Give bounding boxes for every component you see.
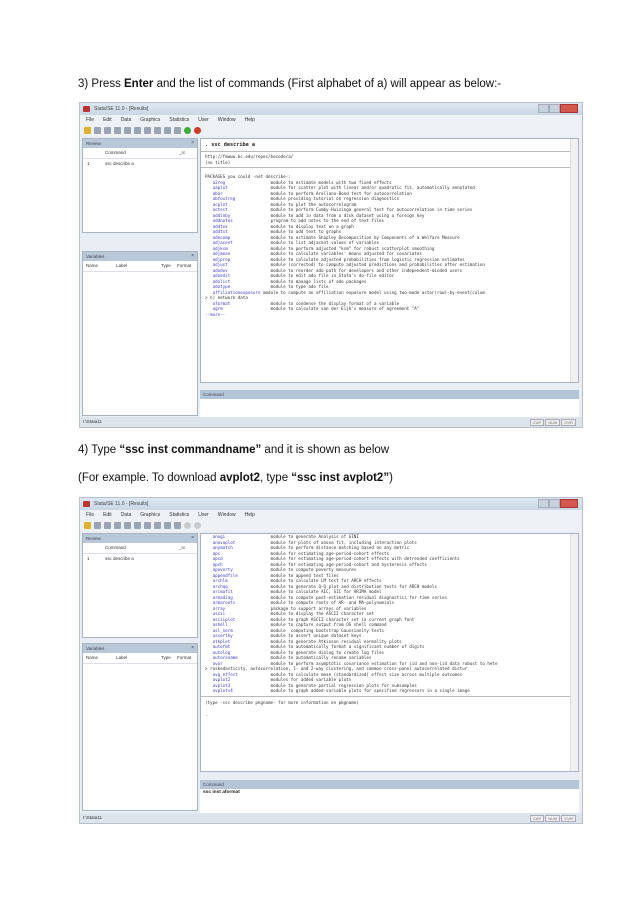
pkg-desc: module to perform adjusted "ksm" for robust scatterplot smoothing <box>270 245 435 251</box>
pkg-row <box>205 224 354 229</box>
wrapped-line: > n) network data <box>205 295 248 300</box>
pkg-link[interactable]: adjacent <box>212 240 233 245</box>
pkg-desc: package to support arrays of variables <box>270 605 367 611</box>
pkg-row <box>205 284 329 289</box>
command-panel-title: Command <box>200 390 579 399</box>
pkg-desc: module to type ado file <box>270 284 329 289</box>
repository-url[interactable]: http://fmwww.bc.edu/repec/bocode/a/ <box>205 154 294 159</box>
col-command[interactable]: Command <box>105 150 126 155</box>
example-instruction <box>78 472 393 484</box>
pkg-link[interactable]: archlm <box>212 578 228 583</box>
pkg-row <box>205 185 475 190</box>
url-note: (no title) <box>205 159 231 165</box>
pkg-desc: module to display the ASCII character set <box>270 611 374 616</box>
pkg-link[interactable]: apcd <box>212 556 223 561</box>
menu-statistics[interactable]: Statistics <box>169 117 190 123</box>
pkg-link[interactable]: ascii <box>212 611 226 616</box>
menu-edit[interactable]: Edit <box>103 117 112 123</box>
pkg-desc: module to automatically rename variables <box>270 655 372 660</box>
pkg-desc: module to perform Cumby-Huizinga general test for autocorrelation in time series <box>270 207 473 212</box>
working-directory: I:\Stata11 <box>83 419 102 424</box>
log-icon[interactable] <box>114 127 121 134</box>
pkg-row <box>205 567 356 572</box>
review-row-num: 1 <box>87 556 90 561</box>
pkg-desc: module to compute post-estimation residual diagnostics for time series <box>270 594 448 600</box>
caps-indicators <box>530 815 576 822</box>
pkg-desc: module to edit ado file in Stata's do-file editor <box>270 273 395 278</box>
more-go-icon[interactable] <box>184 522 191 529</box>
pkg-row <box>205 606 366 611</box>
pkg-link[interactable]: actest <box>212 207 228 212</box>
col-type[interactable]: Type <box>161 655 171 660</box>
stata-app-icon <box>83 106 90 112</box>
pkg-row <box>205 573 339 578</box>
pkg-row <box>205 202 356 207</box>
results-window <box>200 533 579 772</box>
pkg-row <box>205 551 389 556</box>
pkg-link[interactable]: autofmt <box>212 644 231 649</box>
pkg-link[interactable]: agrm <box>212 306 223 311</box>
example-suffix: ) <box>389 472 393 484</box>
title-bar <box>80 498 582 510</box>
col-rc[interactable]: _rc <box>179 545 186 550</box>
pkg-desc: module to compute an affiliation exposure model using two-mode actor(row)-by-event(colum <box>263 289 485 295</box>
pkg-desc: module to compute roots of AR- and MA-polynomials <box>270 600 395 605</box>
review-row-cmd: ssc describe a <box>105 161 134 166</box>
pkg-row <box>205 240 379 245</box>
col-name[interactable]: Name <box>86 655 99 660</box>
pkg-row <box>205 556 460 561</box>
title-bar <box>80 103 582 115</box>
pkg-link[interactable]: adodev <box>212 267 228 273</box>
ovr-indicator: OVR <box>561 815 576 822</box>
status-bar <box>80 417 582 427</box>
pkg-row <box>205 235 460 240</box>
close-icon[interactable]: × <box>191 140 194 146</box>
close-icon[interactable]: × <box>191 253 194 259</box>
more-link[interactable]: --more-- <box>205 311 226 317</box>
example-middle: , type <box>259 472 292 484</box>
pkg-link[interactable]: addnotes <box>212 218 233 223</box>
pkg-row <box>205 191 412 196</box>
menu-edit[interactable]: Edit <box>103 512 112 518</box>
minimize-button[interactable] <box>538 499 549 508</box>
pkg-link[interactable]: avg_effect <box>212 671 238 677</box>
pkg-desc: module for estimating age-period-cohort and hysteresis effects <box>270 561 427 567</box>
pkg-desc: module providing tutorial on regression diagnostics <box>270 196 400 201</box>
data-browser-icon[interactable] <box>164 127 171 134</box>
example-prefix: (For example. To download <box>78 472 220 484</box>
pkg-link[interactable]: asciiplot <box>212 616 236 622</box>
stata-app-icon <box>83 501 90 507</box>
pkg-row <box>205 611 374 616</box>
pkg-desc: module to add text to graphs <box>270 229 342 234</box>
review-panel-title: Review <box>86 536 101 541</box>
pkg-row <box>205 595 447 600</box>
pkg-link[interactable]: adecomp <box>212 234 231 240</box>
pkg-row <box>205 589 382 594</box>
window-controls <box>538 104 578 113</box>
example-bold1: avplot2 <box>219 472 260 484</box>
pkg-link[interactable]: armadiag <box>212 594 233 600</box>
viewer-icon[interactable] <box>124 522 131 529</box>
pkg-desc: module for plots of anova fit, including interaction plots <box>270 539 417 545</box>
menu-file[interactable]: File <box>86 117 95 123</box>
pkg-row <box>205 218 384 223</box>
data-editor-icon[interactable] <box>154 127 161 134</box>
variables-column-header <box>83 261 197 272</box>
pkg-link[interactable]: anovaplot <box>212 539 236 545</box>
pkg-link[interactable]: autolog <box>212 649 231 655</box>
pkg-desc: module to generate partial regression plots for subsamples <box>270 682 417 688</box>
menu-graphics[interactable]: Graphics <box>140 512 161 518</box>
pkg-link[interactable]: addinby <box>212 212 231 218</box>
pkg-desc: module to manage lists of ado packages <box>270 278 367 284</box>
col-type[interactable]: Type <box>161 263 171 268</box>
variables-panel <box>82 643 198 811</box>
dofile-editor-icon[interactable] <box>144 127 151 134</box>
pkg-link[interactable]: aformat <box>212 300 231 306</box>
pkg-desc: module to perform distance matching based on any metric <box>270 545 410 550</box>
variables-manager-icon[interactable] <box>174 127 181 134</box>
pkg-desc: module to append text files <box>270 572 339 578</box>
pkg-link[interactable]: autorename <box>212 655 238 660</box>
pkg-row <box>205 650 384 655</box>
menu-file[interactable]: File <box>86 512 95 518</box>
pkg-desc: module to list adjacent values of variables <box>270 240 379 245</box>
step4-prefix: 4) Type <box>78 444 120 456</box>
close-icon[interactable]: × <box>191 645 194 651</box>
pkg-desc: module to graph ASCII character set in current graph font <box>270 616 415 622</box>
pkg-link[interactable]: avplot2 <box>212 677 231 682</box>
open-icon[interactable] <box>84 127 91 134</box>
pkg-row <box>205 562 427 567</box>
pkg-desc: module to estimate Shapley Decomposition by Components of a Welfare Measure <box>270 234 460 240</box>
pkg-desc: module to calculate AIC, SIC for ARIMA model <box>270 589 382 594</box>
review-panel-title: Review <box>86 141 101 146</box>
pkg-link[interactable]: arimafit <box>212 589 233 594</box>
pkg-desc: module to estimate models with two fixed effects <box>270 179 392 185</box>
col-label[interactable]: Label <box>116 263 128 268</box>
pkg-desc: module to calculate adjusted probabilities from logistic regression estimates <box>270 256 465 262</box>
num-indicator: NUM <box>545 419 560 426</box>
col-command[interactable]: Command <box>105 545 126 550</box>
col-format[interactable]: Format <box>177 655 192 660</box>
menu-user[interactable]: User <box>198 117 209 123</box>
pkg-row <box>205 279 366 284</box>
pkg-link[interactable]: adjmean <box>212 251 231 256</box>
pkg-row <box>205 633 361 638</box>
menu-graphics[interactable]: Graphics <box>140 117 161 123</box>
pkg-link[interactable]: adoedit <box>212 273 231 278</box>
pkg-desc: module to generate Analysis of GINI <box>270 534 359 539</box>
pkg-desc: module to perform asymptotic covariance estimation for iid and non-iid data robust to hete <box>270 660 498 666</box>
results-footer <box>201 696 578 721</box>
review-column-header <box>83 543 197 554</box>
pkg-row <box>205 683 417 688</box>
pkg-desc: module to plot the autocorrelogram <box>270 201 357 207</box>
graph-icon[interactable] <box>134 127 141 134</box>
pkg-link[interactable]: abar <box>212 190 223 196</box>
packages-list <box>201 534 578 694</box>
menu-window[interactable]: Window <box>217 117 236 123</box>
toolbar <box>80 520 582 531</box>
pkg-row <box>205 644 424 649</box>
pkg-desc: module to graph added-variable plots for specified regressors in a single image <box>270 688 470 693</box>
pkg-desc: module to automatically format a significant number of digits <box>270 644 425 649</box>
step3-bold: Enter <box>124 78 154 90</box>
pkg-row <box>205 290 485 295</box>
pkg-link[interactable]: acplot <box>212 201 228 207</box>
menu-help[interactable]: Help <box>244 512 255 518</box>
break-icon[interactable] <box>194 522 201 529</box>
more-go-icon[interactable] <box>184 127 191 134</box>
pkg-row <box>205 628 384 633</box>
pkg-link[interactable]: assertky <box>212 633 233 638</box>
pkg-row <box>205 229 341 234</box>
pkg-desc: module for scatter plot with linear and/or quadratic fit, automatically annotated <box>270 185 475 190</box>
graph-icon[interactable] <box>134 522 141 529</box>
pkg-link[interactable]: abfoutreg <box>212 196 236 201</box>
open-icon[interactable] <box>84 522 91 529</box>
pkg-row <box>205 301 399 306</box>
pkg-row <box>205 306 419 311</box>
pkg-desc: module to generate Atkinson residual normality plots <box>270 638 402 644</box>
data-editor-icon[interactable] <box>154 522 161 529</box>
pkg-link[interactable]: appendfile <box>212 572 238 578</box>
window-controls <box>538 499 578 508</box>
pkg-link[interactable]: adjust <box>212 262 228 267</box>
review-row[interactable] <box>83 554 197 563</box>
pkg-desc: program to add notes to the end of text files <box>270 218 385 223</box>
minimize-button[interactable] <box>538 104 549 113</box>
save-icon[interactable] <box>94 522 101 529</box>
pkg-link[interactable]: aaplot <box>212 185 228 190</box>
pkg-row <box>205 246 434 251</box>
step3-suffix: and the list of commands (First alphabet of a) will appear as below:- <box>153 78 502 90</box>
pkg-desc: module to calculate van der Eijk's measure of agreement "A" <box>270 306 420 311</box>
review-panel <box>82 138 198 233</box>
pkg-row <box>205 622 387 627</box>
pkg-link[interactable]: a2reg <box>212 179 226 185</box>
col-label[interactable]: Label <box>116 655 128 660</box>
window-title: Stata/SE 11.0 - [Results] <box>94 501 149 507</box>
pkg-link[interactable]: adjksm <box>212 245 228 251</box>
pkg-row <box>205 273 394 278</box>
pkg-link[interactable]: apoverty <box>212 567 233 572</box>
review-row[interactable] <box>83 159 197 168</box>
step4-instruction <box>78 444 389 456</box>
pkg-link[interactable]: addtex <box>212 223 228 229</box>
maximize-button[interactable] <box>549 499 560 508</box>
variables-panel-title: Variables <box>86 254 105 259</box>
caps-indicators <box>530 419 576 426</box>
pkg-row <box>205 677 351 682</box>
pkg-link[interactable]: array <box>212 605 226 611</box>
url-block <box>201 152 578 168</box>
pkg-row <box>205 672 462 677</box>
working-directory: I:\Stata11 <box>83 815 102 820</box>
pkg-desc: module to capture output from OS shell command <box>270 622 387 627</box>
pkg-link[interactable]: ashell <box>212 622 228 627</box>
col-num <box>83 543 105 553</box>
pkg-row <box>205 540 417 545</box>
col-format[interactable]: Format <box>177 263 192 268</box>
pkg-desc: module to calculate LM test for ARCH effects <box>270 578 382 583</box>
pkg-link[interactable]: apc <box>212 550 221 556</box>
pkg-link[interactable]: adotype <box>212 284 231 289</box>
results-scrollbar[interactable] <box>570 534 578 771</box>
print-icon[interactable] <box>104 127 111 134</box>
pkg-row <box>205 639 402 644</box>
pkg-desc: module to condense the display format of a variable <box>270 300 400 306</box>
results-window <box>200 138 579 383</box>
col-num <box>83 148 105 158</box>
example-bold2: “ssc inst avplot2” <box>291 472 390 484</box>
pkg-link[interactable]: armaroots <box>212 600 236 605</box>
variables-manager-icon[interactable] <box>174 522 181 529</box>
print-icon[interactable] <box>104 522 111 529</box>
pkg-row <box>205 617 414 622</box>
pkg-row <box>205 180 392 185</box>
step3-prefix: 3) Press <box>78 78 125 90</box>
pkg-row <box>205 655 371 660</box>
step4-bold: “ssc inst commandname” <box>119 444 262 456</box>
pkg-link[interactable]: adjprop <box>212 256 231 262</box>
pkg-row <box>205 213 424 218</box>
pkg-row <box>205 262 485 267</box>
step3-instruction <box>78 78 501 90</box>
pkg-link[interactable]: atkplot <box>212 638 231 644</box>
pkg-link[interactable]: anymatch <box>212 545 233 550</box>
log-icon[interactable] <box>114 522 121 529</box>
pkg-desc: module to assert unique dataset keys <box>270 633 362 638</box>
variables-column-header <box>83 653 197 664</box>
pkg-row <box>205 578 382 583</box>
pkg-desc: module to calculate variables' means adjusted for covariates <box>270 251 422 256</box>
packages-list <box>201 168 578 317</box>
pkg-link[interactable]: affiliationexposure <box>212 289 261 295</box>
pkg-desc: module for estimating age-period-cohort effects with detrended coefficients <box>270 556 460 561</box>
review-row-cmd: ssc describe a <box>105 556 134 561</box>
pkg-link[interactable]: archqq <box>212 583 228 589</box>
pkg-link[interactable]: avar <box>212 660 223 666</box>
menu-data[interactable]: Data <box>120 117 132 123</box>
save-icon[interactable] <box>94 127 101 134</box>
pkg-link[interactable]: apch <box>212 561 223 567</box>
variables-panel-title: Variables <box>86 646 105 651</box>
pkg-row <box>205 257 465 262</box>
close-icon[interactable]: × <box>191 535 194 541</box>
pkg-row <box>205 534 359 539</box>
toolbar <box>80 125 582 136</box>
col-rc[interactable]: _rc <box>179 150 186 155</box>
pkg-desc: module to compute poverty measures <box>270 567 357 572</box>
pkg-link[interactable]: asl_norm <box>212 627 233 633</box>
pkg-link[interactable]: addtxt <box>212 229 228 234</box>
footer-hint: (type -ssc describe pkgname- for more information on pkgname) <box>205 699 359 705</box>
ovr-indicator: OVR <box>561 419 576 426</box>
variables-panel <box>82 251 198 416</box>
pkg-link[interactable]: adolist <box>212 278 231 284</box>
num-indicator: NUM <box>545 815 560 822</box>
menu-help[interactable]: Help <box>244 117 255 123</box>
stata-window-screenshot-1 <box>79 102 583 428</box>
pkg-row <box>205 545 409 550</box>
pkg-desc: module (corrected) to compute adjusted predictions and probabilities after estimation <box>270 262 485 267</box>
pkg-row <box>205 688 470 693</box>
menu-statistics[interactable]: Statistics <box>169 512 190 518</box>
menu-bar <box>80 510 582 520</box>
maximize-button[interactable] <box>549 104 560 113</box>
menu-data[interactable]: Data <box>120 512 132 518</box>
command-panel-title: Command <box>200 780 579 789</box>
viewer-icon[interactable] <box>124 127 131 134</box>
pkg-desc: module to calculate mean (standardized) effect size across multiple outcomes <box>270 671 463 677</box>
menu-user[interactable]: User <box>198 512 209 518</box>
results-prompt: . <box>205 711 208 717</box>
cap-indicator: CAP <box>530 815 544 822</box>
break-icon[interactable] <box>194 127 201 134</box>
pkg-desc: module to generate dialog to create log files <box>270 649 385 655</box>
results-command-line: . ssc describe a <box>201 139 578 152</box>
close-button[interactable] <box>560 104 578 113</box>
pkg-link[interactable]: anogi <box>212 534 226 539</box>
pkg-desc: module to display text on a graph <box>270 223 354 229</box>
pkg-link[interactable]: avplots4 <box>212 688 233 693</box>
stata-window-screenshot-2 <box>79 497 583 824</box>
pkg-desc: module computing bootstrap Gaussianity tests <box>270 627 385 633</box>
pkg-desc: module to reorder ado-path for developers and other independent-minded users <box>270 267 463 273</box>
menu-window[interactable]: Window <box>217 512 236 518</box>
wrapped-line: > roskedasticity, autocorrelation, 1- and 2-way clustering, and common cross-panel autocorrelated distur <box>205 666 468 671</box>
review-panel <box>82 533 198 638</box>
status-bar <box>80 813 582 823</box>
pkg-desc: modules for added variable plots <box>270 677 352 682</box>
dofile-editor-icon[interactable] <box>144 522 151 529</box>
window-title: Stata/SE 11.0 - [Results] <box>94 106 149 112</box>
pkg-row <box>205 600 394 605</box>
pkg-row <box>205 251 422 256</box>
review-column-header <box>83 148 197 159</box>
cap-indicator: CAP <box>530 419 544 426</box>
data-browser-icon[interactable] <box>164 522 171 529</box>
menu-bar <box>80 115 582 125</box>
pkg-row <box>205 196 399 201</box>
pkg-desc: module to generate Q-Q plot and distribution tests for ARCH models <box>270 583 437 589</box>
pkg-row <box>205 661 497 666</box>
pkg-desc: module for estimating age-period-cohort effects <box>270 550 390 556</box>
packages-header: PACKAGES you could -net describe-: <box>205 174 291 179</box>
command-input[interactable]: ssc inst aformat <box>200 789 579 813</box>
pkg-row <box>205 584 437 589</box>
pkg-row <box>205 268 462 273</box>
command-panel <box>200 780 579 813</box>
col-name[interactable]: Name <box>86 263 99 268</box>
step4-suffix: and it is shown as below <box>261 444 390 456</box>
pkg-link[interactable]: avplot3 <box>212 682 231 688</box>
pkg-desc: module to add in data from a disk dataset using a foreign key <box>270 212 425 218</box>
close-button[interactable] <box>560 499 578 508</box>
results-scrollbar[interactable] <box>570 139 578 382</box>
review-row-num: 1 <box>87 161 90 166</box>
pkg-desc: module to perform Arellano-Bond test for autocorrelation <box>270 190 412 196</box>
pkg-row <box>205 207 472 212</box>
